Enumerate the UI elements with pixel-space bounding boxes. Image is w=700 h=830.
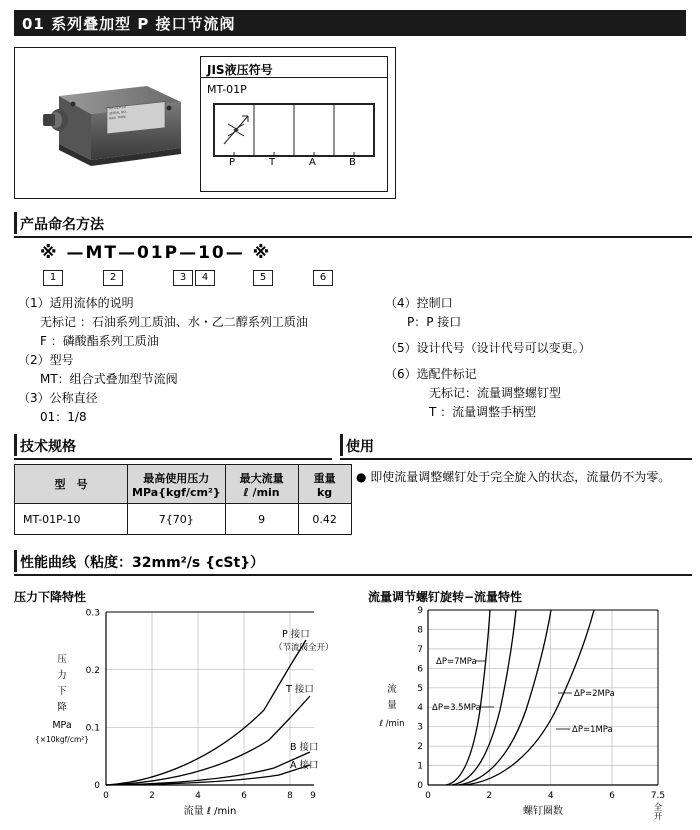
spec-header-pressure-l2: MPa{kgf/cm²} [132, 485, 221, 499]
svg-text:{×10kgf/cm²}: {×10kgf/cm²} [34, 735, 90, 744]
chart-left-ytick-2: 0.2 [85, 666, 100, 676]
chart-right-xtick-2: 2 [486, 791, 493, 801]
spec-table-header-row [15, 465, 352, 504]
hydraulic-symbol-diagram [213, 103, 375, 157]
naming-item-1b: F ：磷酸酯系列工质油 [40, 334, 159, 348]
chart-left-series-label-p: P 接口 [282, 629, 310, 640]
spec-table [14, 464, 352, 535]
chart-left-series-label-t: T 接口 [286, 684, 314, 695]
chart-left-xlabel: 流量 ℓ /min [183, 806, 237, 817]
chart-left-xtick-2: 2 [149, 791, 155, 801]
chart-left-series-label-b: B 接口 [290, 742, 319, 753]
chart-right-annotation-7mpa: ΔP=7MPa [436, 657, 477, 667]
port-label-p: P [229, 157, 236, 168]
code-box-2: 2 [103, 270, 123, 286]
svg-text:MPa: MPa [52, 720, 72, 731]
jis-symbol-title: JIS液压符号 [207, 63, 273, 77]
svg-text:力: 力 [57, 670, 67, 681]
naming-heading-text: 产品命名方法 [20, 217, 104, 233]
spec-header-flow-l1: 最大流量 [239, 471, 284, 485]
svg-text:ℓ /min: ℓ /min [379, 719, 405, 729]
svg-text:MAX 7MPa: MAX 7MPa [109, 114, 126, 121]
chart-left-ytick-3: 0.3 [85, 608, 100, 619]
spec-header-flow-l2: ℓ /min [243, 485, 280, 499]
chart-right-ytick-9: 9 [417, 606, 423, 616]
chart-right-title: 流量调节螺钉旋转−流量特性 [368, 590, 523, 604]
spec-cell-weight: 0.42 [298, 504, 351, 535]
screw-turns-flow-chart [368, 600, 688, 820]
chart-left-ytick-0: 0 [94, 781, 100, 791]
svg-text:下: 下 [57, 686, 67, 697]
chart-left-xtick-0: 0 [103, 791, 109, 801]
svg-text:SERIAL NO.: SERIAL NO. [109, 109, 127, 116]
chart-right-xtick-75: 7.5 [650, 791, 666, 801]
spec-header-pressure [128, 465, 226, 504]
chart-left-xtick-6: 6 [241, 791, 247, 801]
chart-right-ytick-2: 2 [417, 742, 423, 753]
chart-right-xlabel: 螺钉圈数 [523, 806, 563, 817]
chart-right-ytick-8: 8 [417, 625, 423, 636]
spec-header-flow [225, 465, 298, 504]
naming-item-2a: MT：组合式叠加型节流阀 [40, 372, 178, 386]
section-heading-usage [340, 434, 692, 460]
code-box-6: 6 [313, 270, 333, 286]
port-label-t: T [269, 157, 276, 168]
spec-header-weight-l1: 重量 [313, 471, 336, 485]
spec-cell-model: MT-01P-10 [15, 504, 128, 535]
usage-heading-text: 使用 [346, 439, 374, 455]
svg-text:流: 流 [387, 684, 397, 695]
spec-header-model: 型 号 [15, 465, 128, 504]
jis-symbol-box [200, 56, 388, 192]
code-box-5: 5 [253, 270, 273, 286]
chart-right-ytick-4: 4 [417, 703, 423, 714]
naming-item-4a: P：P 接口 [407, 315, 462, 329]
page-title: 01 系列叠加型 P 接口节流阀 [22, 14, 236, 33]
svg-text:压: 压 [57, 654, 67, 665]
chart-left-ylabel [35, 654, 89, 744]
naming-item-6a: 无标记：流量调整螺钉型 [429, 386, 562, 400]
chart-left-series-note-p: （节流阀全开） [274, 643, 334, 653]
chart-right-ytick-3: 3 [417, 722, 423, 733]
product-figure-box [14, 47, 396, 199]
pressure-drop-chart [14, 600, 344, 820]
valve-photo [29, 68, 189, 178]
code-box-3: 3 [173, 270, 193, 286]
chart-left-xtick-9: 9 [310, 791, 316, 801]
naming-item-5: （5）设计代号（设计代号可以变更。） [385, 341, 591, 355]
chart-right-xtick-6: 6 [609, 791, 615, 801]
svg-text:MT-01P-10: MT-01P-10 [109, 104, 126, 111]
chart-right-ylabel [378, 683, 404, 729]
usage-note: ● 即使流量调整螺钉处于完全旋入的状态，流量仍不为零。 [356, 470, 671, 484]
chart-right-xtick-open-l2: 开 [653, 812, 663, 820]
chart-right-annotation-35mpa: ΔP=3.5MPa [432, 703, 481, 713]
chart-right-annotation-1mpa: ΔP=1MPa [572, 725, 613, 735]
section-heading-naming [14, 212, 692, 238]
model-code-line: ※ —MT—01P—10— ※ [40, 243, 272, 263]
symbol-port-labels [213, 157, 373, 173]
naming-left-column [18, 294, 368, 427]
chart-right-ytick-7: 7 [417, 644, 423, 655]
chart-left-xtick-8: 8 [287, 791, 293, 801]
naming-item-4: （4）控制口 [385, 296, 453, 310]
chart-right-xtick-4: 4 [547, 791, 554, 801]
jis-symbol-model: MT-01P [207, 83, 247, 96]
naming-item-2: （2）型号 [18, 353, 74, 367]
table-row [15, 504, 352, 535]
section-heading-curves [14, 550, 692, 576]
model-code-number-boxes [40, 270, 400, 286]
chart-left-xtick-4: 4 [195, 791, 201, 801]
spec-header-pressure-l1: 最高使用压力 [143, 471, 210, 485]
chart-right-ytick-5: 5 [417, 683, 423, 694]
spec-cell-flow: 9 [225, 504, 298, 535]
chart-right-annotation-2mpa: ΔP=2MPa [574, 689, 615, 699]
spec-heading-text: 技术规格 [20, 439, 76, 455]
naming-item-6: （6）选配件标记 [385, 367, 477, 381]
page-title-bar [14, 10, 686, 36]
port-label-b: B [349, 157, 356, 168]
chart-left-series-label-a: A 接口 [290, 760, 319, 771]
naming-right-column [385, 294, 685, 422]
spec-header-weight-l2: kg [316, 485, 333, 499]
chart-left-title: 压力下降特性 [14, 590, 87, 604]
chart-right-xtick-0: 0 [425, 791, 431, 801]
naming-item-6b: T ：流量调整手柄型 [429, 405, 537, 419]
naming-item-1: （1）适用流体的说明 [18, 296, 134, 310]
spec-cell-pressure: 7{70} [128, 504, 226, 535]
code-box-4: 4 [195, 270, 215, 286]
naming-item-3a: 01：1/8 [40, 410, 87, 424]
chart-right-xtick-open-l1: 全 [653, 803, 663, 813]
spec-header-weight [298, 465, 351, 504]
chart-right-ytick-0: 0 [417, 781, 423, 791]
naming-item-1a: 无标记 ：石油系列工质油、水・乙二醇系列工质油 [40, 315, 308, 329]
section-heading-spec [14, 434, 332, 460]
curves-heading-text: 性能曲线（粘度：32mm²/s {cSt}） [20, 555, 265, 571]
naming-item-3: （3）公称直径 [18, 391, 98, 405]
svg-text:量: 量 [387, 700, 397, 711]
svg-text:降: 降 [57, 702, 67, 713]
port-label-a: A [309, 157, 316, 168]
chart-right-ytick-1: 1 [417, 761, 423, 772]
chart-left-ytick-1: 0.1 [85, 723, 100, 734]
chart-right-ytick-6: 6 [417, 664, 423, 675]
code-box-1: 1 [43, 270, 63, 286]
